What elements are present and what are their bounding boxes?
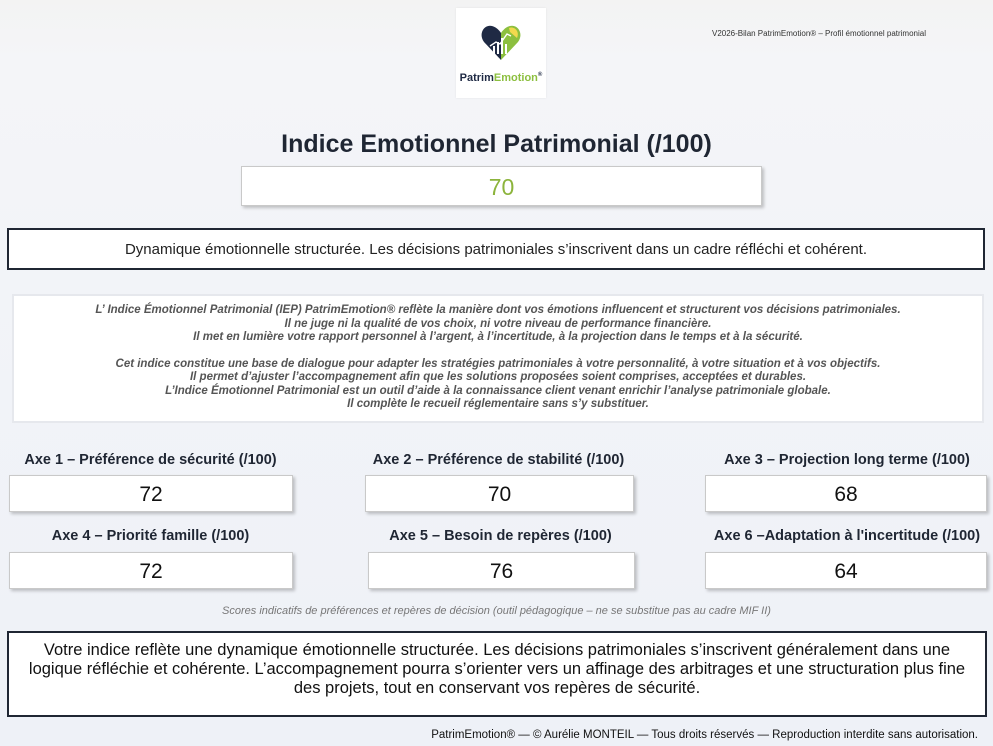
description-line: Il ne juge ni la qualité de vos choix, ni votre niveau de performance financière. xyxy=(284,317,712,330)
axis-3-score: 68 xyxy=(705,475,987,512)
index-summary: Dynamique émotionnelle structurée. Les décisions patrimoniales s’inscrivent dans un cadre réfléchi et cohérent. xyxy=(7,228,985,270)
description-line: Il permet d’ajuster l’accompagnement afin que les solutions proposées soient comprises, acceptées et durables. xyxy=(189,371,807,383)
heart-chart-icon xyxy=(480,22,522,64)
axis-1-label: Axe 1 – Préférence de sécurité (/100) xyxy=(24,452,277,468)
description-line: L’Indice Émotionnel Patrimonial est un outil d’aide à la connaissance client venant enrichir l’analyse patrimoniale globale. xyxy=(165,384,831,397)
axis-3-label: Axe 3 – Projection long terme (/100) xyxy=(724,452,970,468)
disclaimer-note: Scores indicatifs de préférences et repères de décision (outil pédagogique – ne se substitue pas au cadre MIF II) xyxy=(222,605,771,617)
axis-2-label: Axe 2 – Préférence de stabilité (/100) xyxy=(372,452,625,468)
index-description xyxy=(12,294,984,423)
description-line: L’ Indice Émotionnel Patrimonial (IEP) PatrimEmotion® reflète la manière dont vos émotions influencent et structurent vos décisions patrimoniales. xyxy=(95,304,901,316)
axis-2-score: 70 xyxy=(365,475,634,512)
description-line: Il complète le recueil réglementaire sans s’y substituer. xyxy=(347,398,649,410)
description-line: Il met en lumière votre rapport personnel à l’argent, à l’incertitude, à la projection dans le temps et à la sécurité. xyxy=(193,331,803,343)
axis-6-score: 64 xyxy=(705,552,987,589)
axis-5-score: 76 xyxy=(368,552,635,589)
index-title: Indice Emotionnel Patrimonial (/100) xyxy=(281,130,712,158)
index-score-box: 70 xyxy=(241,166,762,206)
version-label: V2026-Bilan PatrimEmotion® – Profil émotionnel patrimonial xyxy=(712,29,926,38)
brand-logo xyxy=(456,8,546,98)
axis-4-score: 72 xyxy=(9,552,293,589)
axis-1-score: 72 xyxy=(9,475,293,512)
description-line: Cet indice constitue une base de dialogue pour adapter les stratégies patrimoniales à votre personnalité, à votre situation et à vos objectifs. xyxy=(115,357,881,370)
axis-6-label: Axe 6 –Adaptation à l'incertitude (/100) xyxy=(713,528,981,544)
logo-wordmark: PatrimEmotion® xyxy=(459,72,543,84)
registered-mark: ® xyxy=(537,72,543,78)
conclusion-box: Votre indice reflète une dynamique émotionnelle structurée. Les décisions patrimoniales s’inscrivent généralement dans une logique réfléchie et cohérente. L’accompagnement pourra s’orienter vers un affinage des arbitrages et une structuration plus fine des projets, tout en conservant vos repères de sécurité. xyxy=(7,631,987,717)
copyright-footer: PatrimEmotion® — © Aurélie MONTEIL — Tous droits réservés — Reproduction interdite sans autorisation. xyxy=(431,729,978,741)
axis-4-label: Axe 4 – Priorité famille (/100) xyxy=(51,528,250,544)
axis-5-label: Axe 5 – Besoin de repères (/100) xyxy=(389,528,612,544)
